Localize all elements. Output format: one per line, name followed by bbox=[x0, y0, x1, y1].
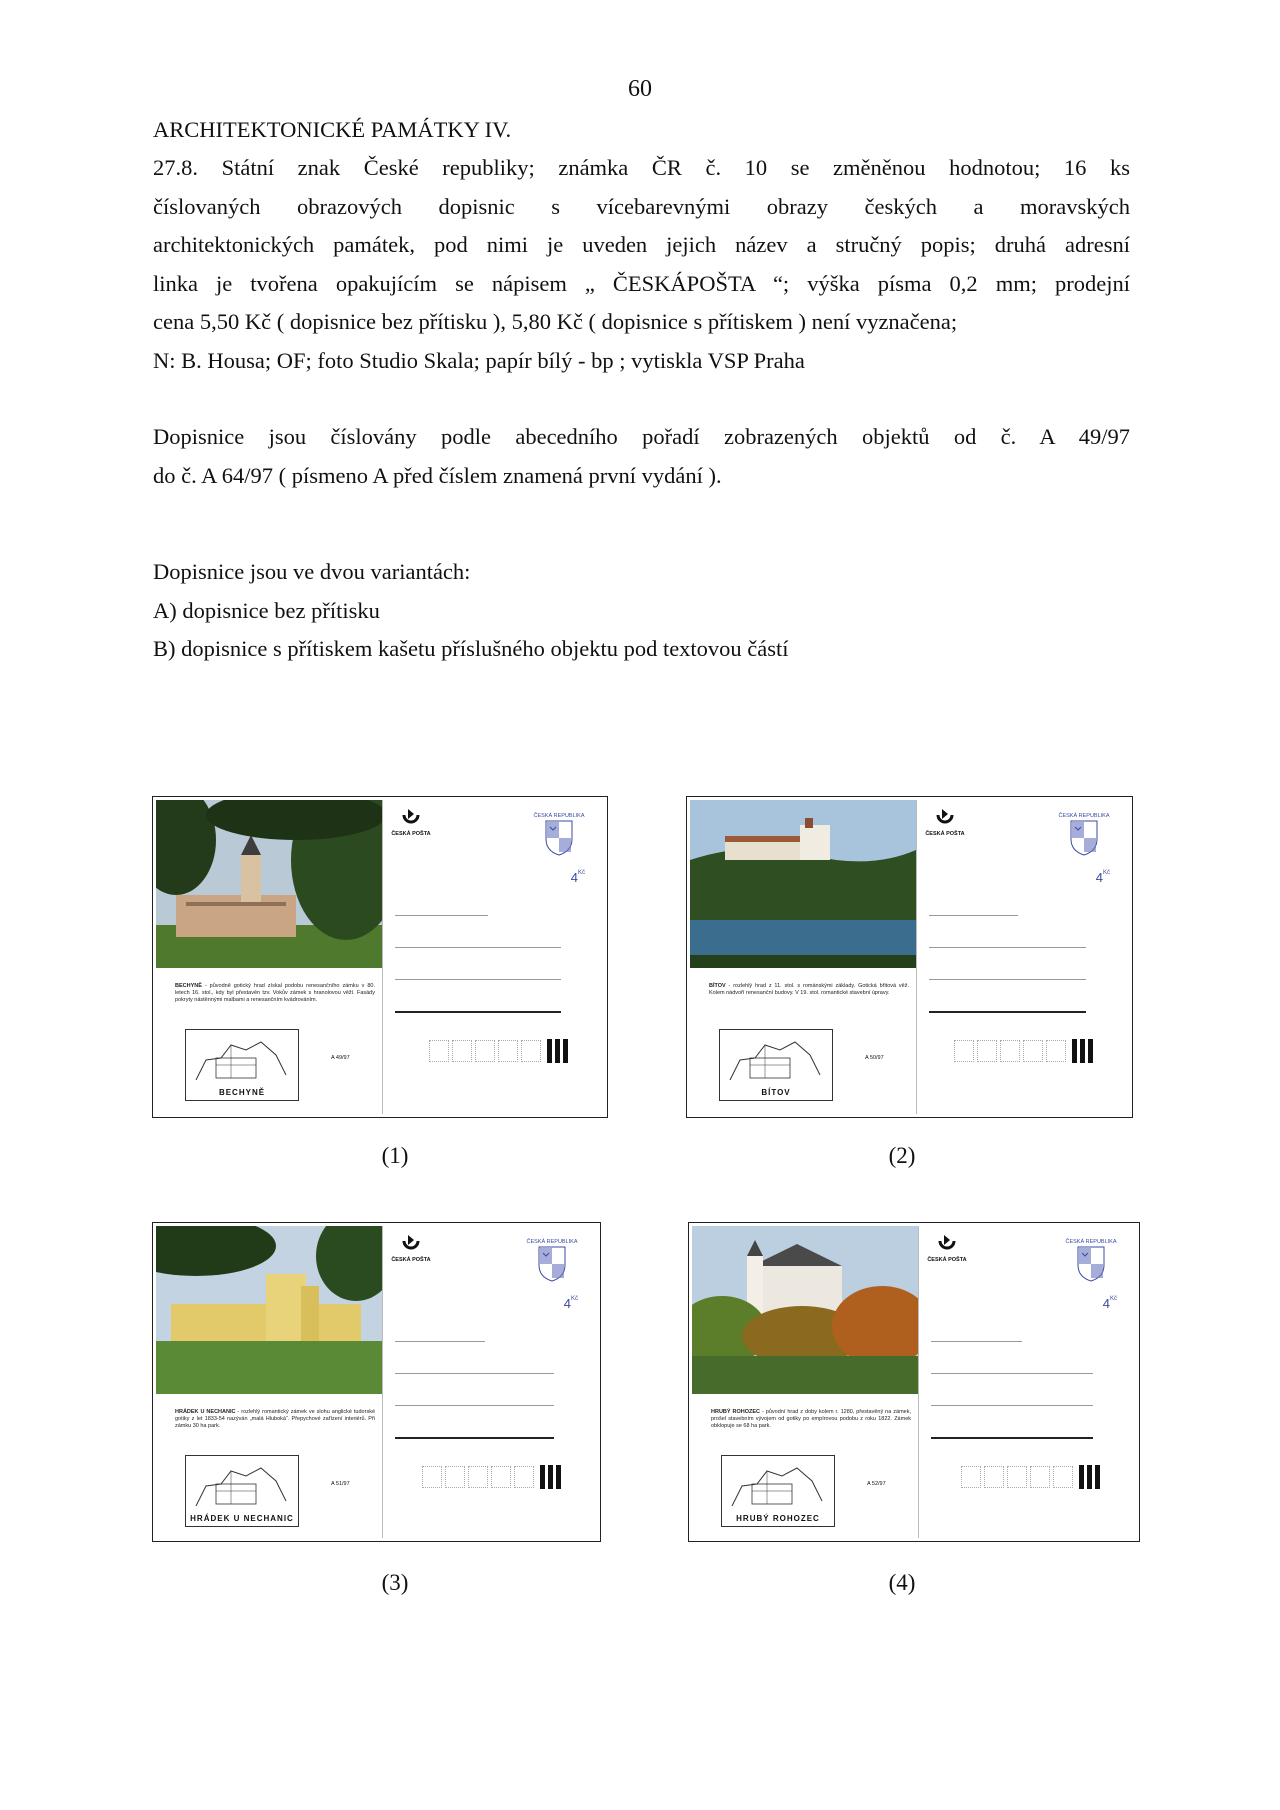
caption-3: (3) bbox=[381, 1570, 409, 1595]
post-logo bbox=[925, 1231, 969, 1263]
postcard-2 bbox=[686, 796, 1133, 1118]
coat-of-arms-icon bbox=[544, 844, 574, 861]
card-imprint-label: HRUBÝ ROHOZEC bbox=[736, 1514, 820, 1523]
address-line bbox=[931, 1405, 1093, 1406]
card-divider bbox=[382, 1226, 383, 1538]
caption-4: (4) bbox=[888, 1570, 916, 1595]
card-imprint-label: BECHYNĚ bbox=[218, 1088, 266, 1097]
stamp-value: $4^{Kč}$ bbox=[1095, 870, 1110, 885]
address-line bbox=[395, 979, 561, 980]
address-line bbox=[929, 915, 1018, 916]
card-imprint-sketch bbox=[185, 1029, 299, 1101]
postal-code-boxes bbox=[961, 1466, 1073, 1488]
variant-a: A) dopisnice bez přítisku bbox=[153, 597, 380, 623]
address-line bbox=[395, 1437, 554, 1439]
stamp bbox=[1056, 813, 1112, 885]
address-line bbox=[929, 947, 1086, 948]
barcode-marks bbox=[1079, 1465, 1100, 1489]
card-code: A 49/97 bbox=[331, 1055, 350, 1061]
coat-of-arms-icon bbox=[1069, 844, 1099, 861]
card-imprint-sketch bbox=[721, 1455, 835, 1527]
card-imprint-sketch bbox=[185, 1455, 299, 1527]
card-photo bbox=[156, 800, 382, 968]
postcard-3 bbox=[152, 1222, 601, 1542]
address-line bbox=[395, 1373, 554, 1374]
page-number: 60 bbox=[628, 76, 652, 102]
stamp-country: ČESKÁ REPUBLIKA bbox=[1065, 1239, 1117, 1245]
post-logo bbox=[923, 805, 967, 837]
postal-code-boxes bbox=[422, 1466, 534, 1488]
address-line bbox=[931, 1373, 1093, 1374]
numbering-line-1: Dopisnice jsou číslovány podle abecedního pořadí zobrazených objektů od č. A 49/97 bbox=[153, 424, 1130, 449]
stamp bbox=[531, 813, 587, 885]
post-logo-text: ČESKÁ POŠTA bbox=[925, 831, 965, 837]
card-code: A 51/97 bbox=[331, 1481, 350, 1487]
address-line bbox=[395, 947, 561, 948]
card-divider bbox=[918, 1226, 919, 1538]
caption-1: (1) bbox=[381, 1143, 409, 1168]
postal-code-boxes bbox=[954, 1040, 1066, 1062]
coat-of-arms-icon bbox=[1076, 1270, 1106, 1287]
card-description: HRÁDEK U NECHANIC - rozlehlý romantický zámek ve slohu anglické tudorské gotiky z let 1833-54 nazýván „malá Hluboká“. Přepychové zařízení interiérů. Při zámku 30 ha park. bbox=[175, 1409, 375, 1429]
caption-2: (2) bbox=[888, 1143, 916, 1168]
address-line bbox=[395, 915, 488, 916]
card-photo bbox=[156, 1226, 382, 1394]
variant-b: B) dopisnice s přítiskem kašetu příslušného objektu pod textovou částí bbox=[153, 636, 789, 661]
card-code: A 50/97 bbox=[865, 1055, 884, 1061]
intro-paragraph bbox=[153, 149, 1130, 380]
postcard-4 bbox=[688, 1222, 1140, 1542]
card-description: HRUBÝ ROHOZEC - původní hrad z doby kolem r. 1280, přestavěný na zámek, prošel stavebním vývojem od gotiky po empírovou podobu z roku 1822. Zámek obklopuje se 68 ha park. bbox=[711, 1409, 911, 1429]
stamp-country: ČESKÁ REPUBLIKA bbox=[526, 1239, 578, 1245]
post-logo-text: ČESKÁ POŠTA bbox=[927, 1257, 967, 1263]
post-logo-text: ČESKÁ POŠTA bbox=[391, 831, 431, 837]
card-imprint-sketch bbox=[719, 1029, 833, 1101]
stamp-value: $4^{Kč}$ bbox=[563, 1296, 578, 1311]
stamp bbox=[1063, 1239, 1119, 1311]
card-description: BÍTOV - rozlehlý hrad z 11. stol. s románskými základy. Gotická břitová věž. Kolem nádvoří renesanční budovy. V 19. stol. romantické stavební úpravy. bbox=[709, 983, 909, 996]
intro-line-5: cena 5,50 Kč ( dopisnice bez přítisku ), 5,80 Kč ( dopisnice s přítiskem ) není vyznačena; bbox=[153, 309, 958, 334]
card-imprint-label: HRÁDEK U NECHANIC bbox=[190, 1514, 294, 1523]
post-logo bbox=[389, 1231, 433, 1263]
address-line bbox=[931, 1437, 1093, 1439]
card-divider bbox=[382, 800, 383, 1114]
coat-of-arms-icon bbox=[537, 1270, 567, 1287]
intro-line-2: číslovaných obrazových dopisnic s vícebarevnými obrazy českých a moravských bbox=[153, 193, 1130, 219]
post-logo bbox=[389, 805, 433, 837]
intro-line-4: linka je tvořena opakujícím se nápisem „ ČESKÁPOŠTA “; výška písma 0,2 mm; prodejní bbox=[153, 270, 1130, 296]
stamp-value: $4^{Kč}$ bbox=[570, 870, 585, 885]
barcode-marks bbox=[540, 1465, 561, 1489]
address-line bbox=[395, 1405, 554, 1406]
intro-line-3: architektonických památek, pod nimi je uveden jejich název a stručný popis; druhá adresní bbox=[153, 232, 1130, 257]
numbering-line-2: do č. A 64/97 ( písmeno A před číslem znamená první vydání ). bbox=[153, 462, 722, 488]
stamp-value: $4^{Kč}$ bbox=[1102, 1296, 1117, 1311]
numbering-paragraph bbox=[153, 418, 1130, 495]
variants-paragraph bbox=[153, 553, 1130, 669]
barcode-marks bbox=[547, 1039, 568, 1063]
stamp-country: ČESKÁ REPUBLIKA bbox=[533, 813, 585, 819]
card-code: A 52/97 bbox=[867, 1481, 886, 1487]
card-divider bbox=[916, 800, 917, 1114]
address-line bbox=[929, 979, 1086, 980]
section-title bbox=[153, 111, 1130, 150]
card-imprint-label: BÍTOV bbox=[761, 1088, 791, 1097]
post-logo-text: ČESKÁ POŠTA bbox=[391, 1257, 431, 1263]
address-line bbox=[395, 1341, 485, 1342]
address-line bbox=[395, 1011, 561, 1013]
stamp bbox=[524, 1239, 580, 1311]
postcard-1 bbox=[152, 796, 608, 1118]
card-description: BECHYNĚ - původně gotický hrad získal podobu renesančního zámku v 80. letech 16. stol., kdy byl přestavěn tzv. Vokův zámek s hranolovou věží. Fasády pokryty nástěnnými malbami a renesančním kvádrováním. bbox=[175, 983, 375, 1003]
intro-line-1: 27.8. Státní znak České republiky; známka ČR č. 10 se změněnou hodnotou; 16 ks bbox=[153, 155, 1130, 180]
address-line bbox=[931, 1341, 1022, 1342]
card-photo bbox=[692, 1226, 918, 1394]
postal-code-boxes bbox=[429, 1040, 541, 1062]
address-line bbox=[929, 1011, 1086, 1013]
stamp-country: ČESKÁ REPUBLIKA bbox=[1058, 813, 1110, 819]
card-photo bbox=[690, 800, 916, 968]
intro-line-6: N: B. Housa; OF; foto Studio Skala; papír bílý - bp ; vytiskla VSP Praha bbox=[153, 347, 805, 373]
barcode-marks bbox=[1072, 1039, 1093, 1063]
variants-intro: Dopisnice jsou ve dvou variantách: bbox=[153, 559, 471, 584]
section-title-text: ARCHITEKTONICKÉ PAMÁTKY IV. bbox=[153, 117, 512, 142]
